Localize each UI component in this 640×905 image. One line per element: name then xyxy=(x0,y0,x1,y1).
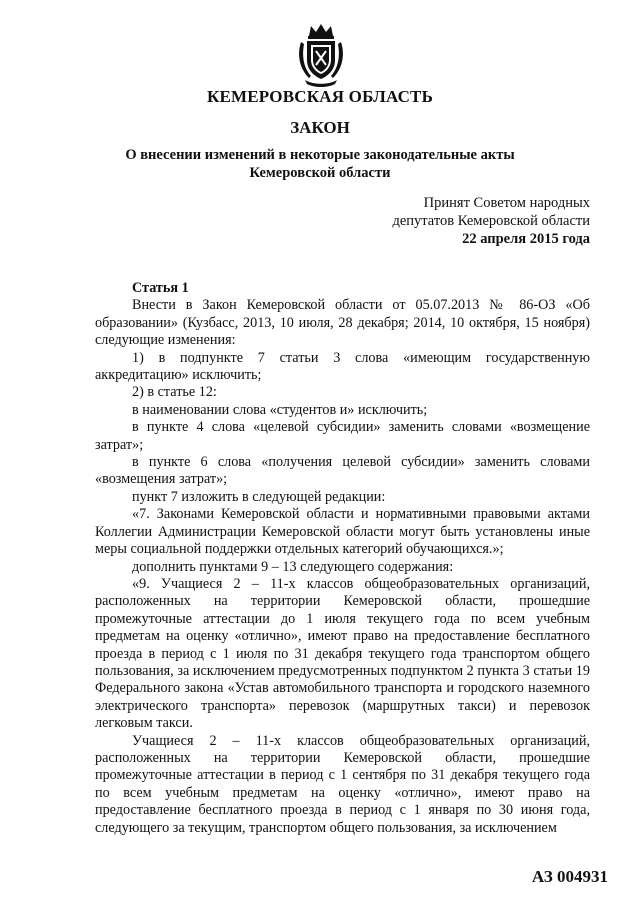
paragraph: в пункте 4 слова «целевой субсидии» заменить словами «возмещение затрат»; xyxy=(95,419,590,453)
document-type: ЗАКОН xyxy=(290,118,350,137)
article-body xyxy=(95,280,590,837)
paragraph: Внести в Закон Кемеровской области от 05.07.2013 № 86-ОЗ «Об образовании» (Кузбасс, 2013, 10 июля, 28 декабря; 2014, 10 октября, 15 ноября) следующие изменения: xyxy=(95,297,590,349)
adoption-line-1: Принят Советом народных xyxy=(423,195,590,211)
adoption-line-2: депутатов Кемеровской области xyxy=(392,213,590,229)
paragraph: 2) в статье 12: xyxy=(132,384,217,401)
adoption-date: 22 апреля 2015 года xyxy=(462,231,590,247)
law-subject xyxy=(90,146,550,182)
paragraph: «7. Законами Кемеровской области и нормативными правовыми актами Коллегии Администрации Кемеровской области могут быть установлены иные меры социальной поддержки отдельных категорий обучающихся.»; xyxy=(95,506,590,558)
paragraph: 1) в подпункте 7 статьи 3 слова «имеющим государственную аккредитацию» исключить; xyxy=(95,349,590,384)
law-subject-line-2: Кемеровской области xyxy=(249,165,391,181)
paragraph: в пункте 6 слова «получения целевой субсидии» заменить словами «возмещения затрат»; xyxy=(95,454,590,488)
adoption-block xyxy=(330,194,590,248)
paragraph: Учащиеся 2 – 11-х классов общеобразовательных организаций, расположенных на территории Кемеровской области, прошедшие промежуточные аттестации в период с 1 сентября по 31 декабря текущего года по всем учебным предметам на оценку «отлично», имеют право на предоставление бесплатного проезда в период с 1 января по 30 июня года, следующего за текущим, транспортом общего пользования, за исключением xyxy=(95,732,590,836)
law-subject-line-1: О внесении изменений в некоторые законодательные акты xyxy=(125,147,515,163)
article-heading: Статья 1 xyxy=(132,280,189,296)
region-title: КЕМЕРОВСКАЯ ОБЛАСТЬ xyxy=(206,87,434,106)
paragraph: дополнить пунктами 9 – 13 следующего содержания: xyxy=(132,558,454,575)
paragraph: в наименовании слова «студентов и» исключить; xyxy=(132,401,428,418)
paragraph: «9. Учащиеся 2 – 11-х классов общеобразовательных организаций, расположенных на территории Кемеровской области, прошедшие промежуточные аттестации до 1 июля текущего года по всем учебным предметам на оценку «отлично», имеют право на предоставление бесплатного проезда в период с 1 июля по 31 декабря текущего года транспортом общего пользования, за исключением предусмотренных подпунктом 2 пункта 3 статьи 19 Федерального закона «Устав автомобильного транспорта и городского наземного электрического транспорта» перевозок (маршрутных такси) и перевозок легковым такси. xyxy=(95,575,590,732)
serial-number: АЗ 004931 xyxy=(531,867,608,886)
coat-of-arms-icon xyxy=(295,22,347,88)
paragraph: пункт 7 изложить в следующей редакции: xyxy=(132,488,386,505)
